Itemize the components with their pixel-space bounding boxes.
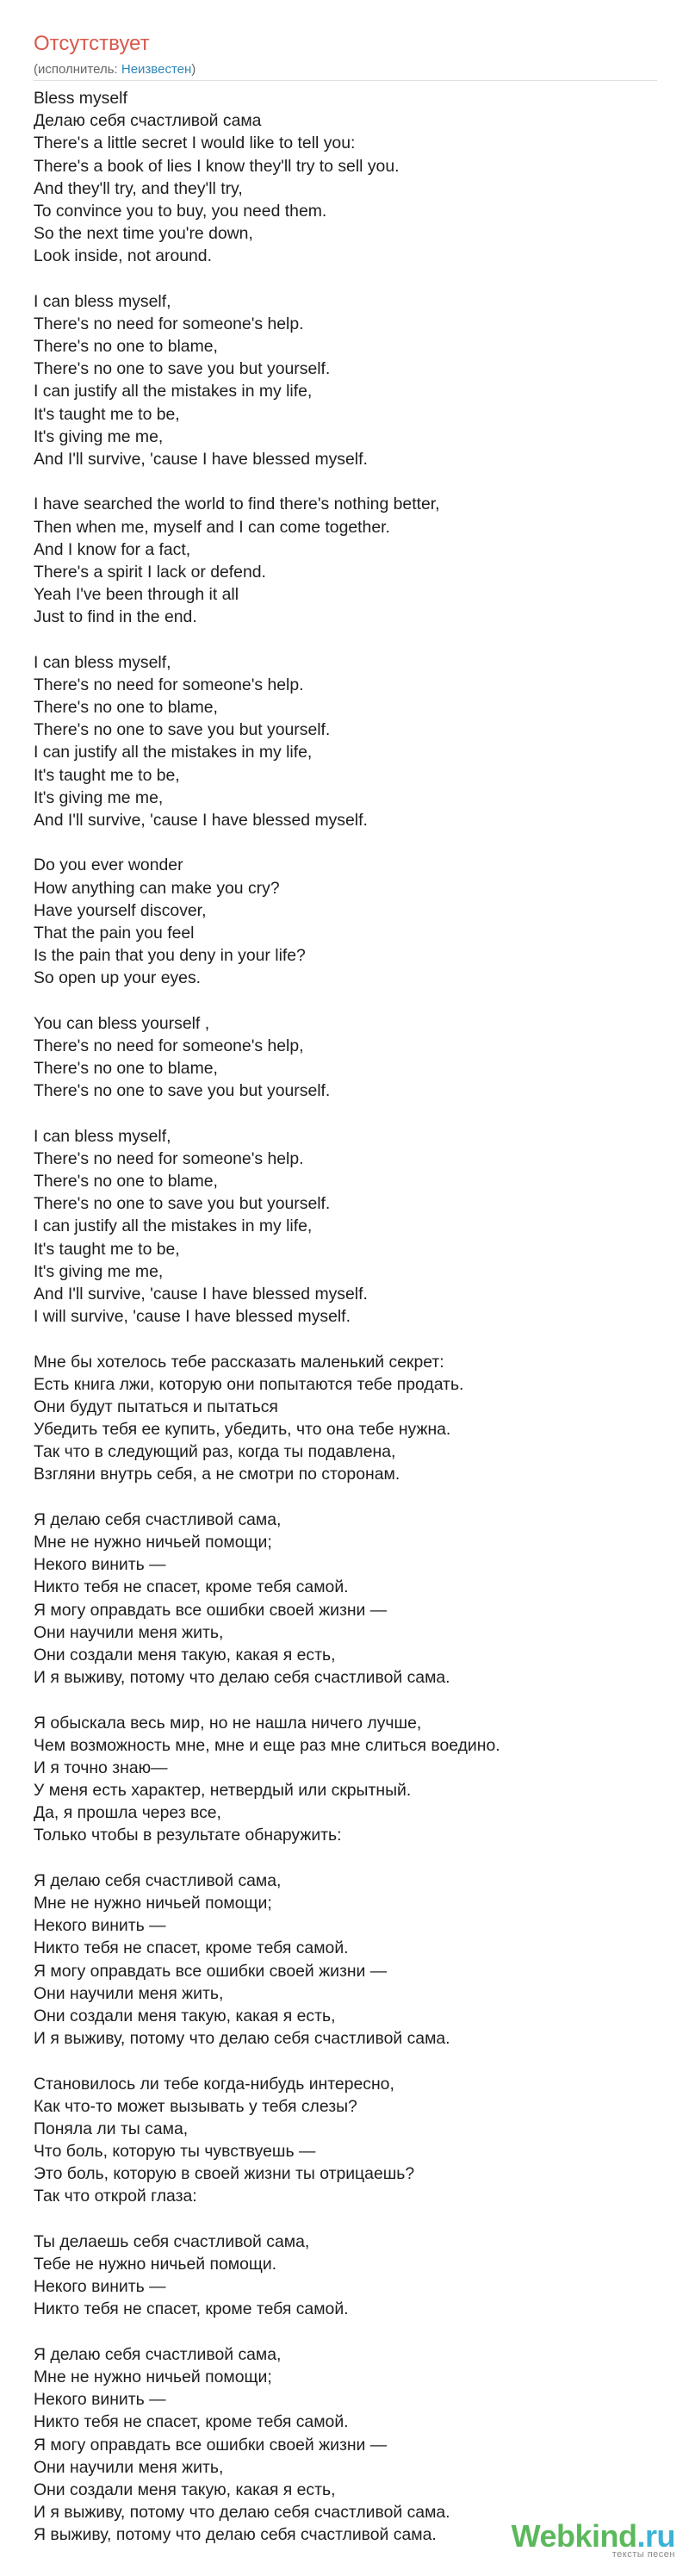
- lyric-line: And they'll try, and they'll try,: [34, 178, 243, 198]
- lyric-line: Ты делаешь себя счастливой сама,: [34, 2231, 310, 2251]
- lyric-line: Bless myself: [34, 89, 127, 108]
- lyric-line: Мне не нужно ничьей помощи;: [34, 1533, 272, 1552]
- lyric-line: And I'll survive, 'cause I have blessed myself.: [34, 1284, 368, 1304]
- lyric-line: Как что-то может вызывать у тебя слезы?: [34, 2096, 357, 2116]
- stanza-break: [34, 470, 662, 493]
- lyric-line: To convince you to buy, you need them.: [34, 201, 327, 221]
- lyric-line: Я могу оправдать все ошибки своей жизни —: [34, 1961, 388, 1981]
- lyric-line: There's no one to save you but yourself.: [34, 720, 331, 740]
- logo-tld: .ru: [636, 2518, 675, 2554]
- lyric-line: Они создали меня такую, какая я есть,: [34, 2006, 336, 2025]
- lyric-line: Я делаю себя счастливой сама,: [34, 2344, 282, 2364]
- lyric-line: Мне не нужно ничьей помощи;: [34, 1894, 272, 1913]
- lyric-line: I can justify all the mistakes in my life,: [34, 1216, 313, 1236]
- lyric-line: It's taught me to be,: [34, 765, 180, 785]
- stanza-break: [34, 2050, 662, 2072]
- lyric-line: Никто тебя не спасет, кроме тебя самой.: [34, 1938, 349, 1958]
- lyric-line: Я выживу, потому что делаю себя счастливой сама.: [34, 2525, 437, 2545]
- stanza-break: [34, 268, 662, 290]
- lyric-line: How anything can make you cry?: [34, 878, 280, 898]
- lyric-line: I can bless myself,: [34, 1126, 171, 1146]
- lyric-line: Yeah I've been through it all: [34, 585, 239, 605]
- logo-main: Webkind: [511, 2518, 637, 2554]
- lyric-line: Некого винить —: [34, 1916, 166, 1936]
- lyric-line: You can bless yourself ,: [34, 1013, 210, 1033]
- lyric-line: There's no one to blame,: [34, 698, 218, 718]
- lyric-line: It's giving me me,: [34, 426, 164, 446]
- lyric-line: Да, я прошла через все,: [34, 1803, 221, 1823]
- lyric-line: Убедить тебя ее купить, убедить, что она тебе нужна.: [34, 1420, 451, 1440]
- lyric-line: There's no one to blame,: [34, 1059, 218, 1079]
- lyric-line: Они создали меня такую, какая я есть,: [34, 2480, 336, 2499]
- logo-tagline: тексты песен: [611, 2549, 675, 2560]
- lyric-line: Так что открой глаза:: [34, 2187, 197, 2206]
- lyric-line: Я могу оправдать все ошибки своей жизни —: [34, 1600, 388, 1620]
- lyric-line: So open up your eyes.: [34, 968, 202, 988]
- lyric-line: Они научили меня жить,: [34, 1983, 224, 2003]
- lyric-line: Do you ever wonder: [34, 856, 183, 875]
- lyric-line: Так что в следующий раз, когда ты подавлена,: [34, 1442, 396, 1462]
- lyric-line: I have searched the world to find there's nothing better,: [34, 495, 440, 514]
- lyric-line: I can justify all the mistakes in my life,: [34, 743, 313, 762]
- lyric-line: That the pain you feel: [34, 923, 195, 943]
- lyric-line: Я могу оправдать все ошибки своей жизни —: [34, 2435, 388, 2455]
- lyric-line: Некого винить —: [34, 2277, 166, 2297]
- lyric-line: And I'll survive, 'cause I have blessed myself.: [34, 811, 368, 830]
- lyric-line: Поняла ли ты сама,: [34, 2119, 189, 2138]
- lyric-line: И я точно знаю—: [34, 1758, 168, 1777]
- lyric-line: Некого винить —: [34, 2390, 166, 2410]
- lyric-line: It's taught me to be,: [34, 1239, 180, 1259]
- stanza-break: [34, 2321, 662, 2343]
- lyric-line: Have yourself discover,: [34, 900, 207, 920]
- lyric-line: Они научили меня жить,: [34, 1622, 224, 1642]
- lyric-line: There's no need for someone's help.: [34, 675, 304, 694]
- song-title: Отсутствует: [34, 32, 150, 55]
- lyric-line: And I'll survive, 'cause I have blessed myself.: [34, 450, 368, 469]
- lyric-line: Что боль, которую ты чувствуешь —: [34, 2142, 316, 2162]
- lyric-line: There's no need for someone's help.: [34, 314, 304, 333]
- stanza-break: [34, 1486, 662, 1509]
- artist-link[interactable]: Неизвестен: [121, 62, 192, 77]
- lyric-line: There's no need for someone's help,: [34, 1036, 304, 1055]
- lyric-line: Then when me, myself and I can come together.: [34, 517, 390, 537]
- lyric-line: I can bless myself,: [34, 652, 171, 672]
- title-divider: [34, 80, 657, 81]
- lyric-line: И я выживу, потому что делаю себя счастливой сама.: [34, 1668, 450, 1688]
- lyric-line: Мне не нужно ничьей помощи;: [34, 2367, 272, 2386]
- stanza-break: [34, 1689, 662, 1711]
- lyric-line: There's no one to blame,: [34, 1172, 218, 1191]
- lyric-line: It's giving me me,: [34, 787, 164, 807]
- lyric-line: Just to find in the end.: [34, 607, 197, 627]
- lyric-line: There's a spirit I lack or defend.: [34, 562, 266, 582]
- lyric-line: Они научили меня жить,: [34, 2457, 224, 2477]
- lyric-line: There's no one to blame,: [34, 337, 218, 357]
- stanza-break: [34, 2208, 662, 2231]
- stanza-break: [34, 1847, 662, 1870]
- lyric-line: Я обыскала весь мир, но не нашла ничего лучше,: [34, 1713, 422, 1733]
- lyric-line: I can justify all the mistakes in my life,: [34, 382, 313, 401]
- lyric-line: Некого винить —: [34, 1555, 166, 1575]
- lyric-line: There's no one to save you but yourself.: [34, 1194, 331, 1214]
- lyric-line: У меня есть характер, нетвердый или скрытный.: [34, 1781, 412, 1801]
- lyric-line: Становилось ли тебе когда-нибудь интересно,: [34, 2074, 394, 2094]
- logo-wordmark: [512, 2520, 675, 2553]
- stanza-break: [34, 990, 662, 1012]
- lyric-line: I will survive, 'cause I have blessed myself.: [34, 1307, 351, 1327]
- lyric-line: Никто тебя не спасет, кроме тебя самой.: [34, 2412, 349, 2432]
- artist-prefix: (исполнитель:: [34, 62, 121, 77]
- lyric-line: Мне бы хотелось тебе рассказать маленький секрет:: [34, 1352, 444, 1372]
- lyric-line: It's taught me to be,: [34, 404, 180, 424]
- lyric-line: Я делаю себя счастливой сама,: [34, 1509, 282, 1529]
- lyric-line: Is the pain that you deny in your life?: [34, 946, 306, 966]
- site-logo[interactable]: [512, 2520, 675, 2560]
- lyric-line: И я выживу, потому что делаю себя счастливой сама.: [34, 2029, 450, 2049]
- lyric-line: Никто тебя не спасет, кроме тебя самой.: [34, 1577, 349, 1597]
- lyric-line: So the next time you're down,: [34, 224, 253, 244]
- lyric-line: There's no need for someone's help.: [34, 1148, 304, 1168]
- lyric-line: It's giving me me,: [34, 1261, 164, 1281]
- stanza-break: [34, 629, 662, 651]
- lyric-line: There's a little secret I would like to tell you:: [34, 134, 356, 153]
- lyric-line: I can bless myself,: [34, 291, 171, 311]
- artist-suffix: ): [191, 62, 196, 77]
- lyric-line: Это боль, которую в своей жизни ты отрицаешь?: [34, 2164, 415, 2184]
- lyric-line: And I know for a fact,: [34, 539, 191, 559]
- lyric-line: There's a book of lies I know they'll try to sell you.: [34, 156, 400, 176]
- artist-line: [34, 62, 196, 78]
- lyric-line: Они создали меня такую, какая я есть,: [34, 1645, 336, 1664]
- lyric-line: И я выживу, потому что делаю себя счастливой сама.: [34, 2503, 450, 2523]
- lyric-line: Я делаю себя счастливой сама,: [34, 1870, 282, 1890]
- lyric-line: Они будут пытаться и пытаться: [34, 1397, 278, 1416]
- stanza-break: [34, 1102, 662, 1124]
- stanza-break: [34, 1328, 662, 1350]
- lyric-line: Взгляни внутрь себя, а не смотри по сторонам.: [34, 1465, 400, 1484]
- lyric-line: Только чтобы в результате обнаружить:: [34, 1826, 342, 1845]
- lyric-line: Делаю себя счастливой сама: [34, 111, 262, 131]
- lyrics-text: [34, 87, 662, 2546]
- lyric-line: There's no one to save you but yourself.: [34, 359, 331, 379]
- lyric-line: Look inside, not around.: [34, 246, 212, 266]
- lyric-line: Чем возможность мне, мне и еще раз мне слиться воедино.: [34, 1735, 500, 1755]
- lyric-line: Есть книга лжи, которую они попытаются тебе продать.: [34, 1374, 464, 1394]
- stanza-break: [34, 831, 662, 854]
- lyric-line: Тебе не нужно ничьей помощи.: [34, 2255, 277, 2274]
- lyric-line: There's no one to save you but yourself.: [34, 1081, 331, 1101]
- lyric-line: Никто тебя не спасет, кроме тебя самой.: [34, 2299, 349, 2319]
